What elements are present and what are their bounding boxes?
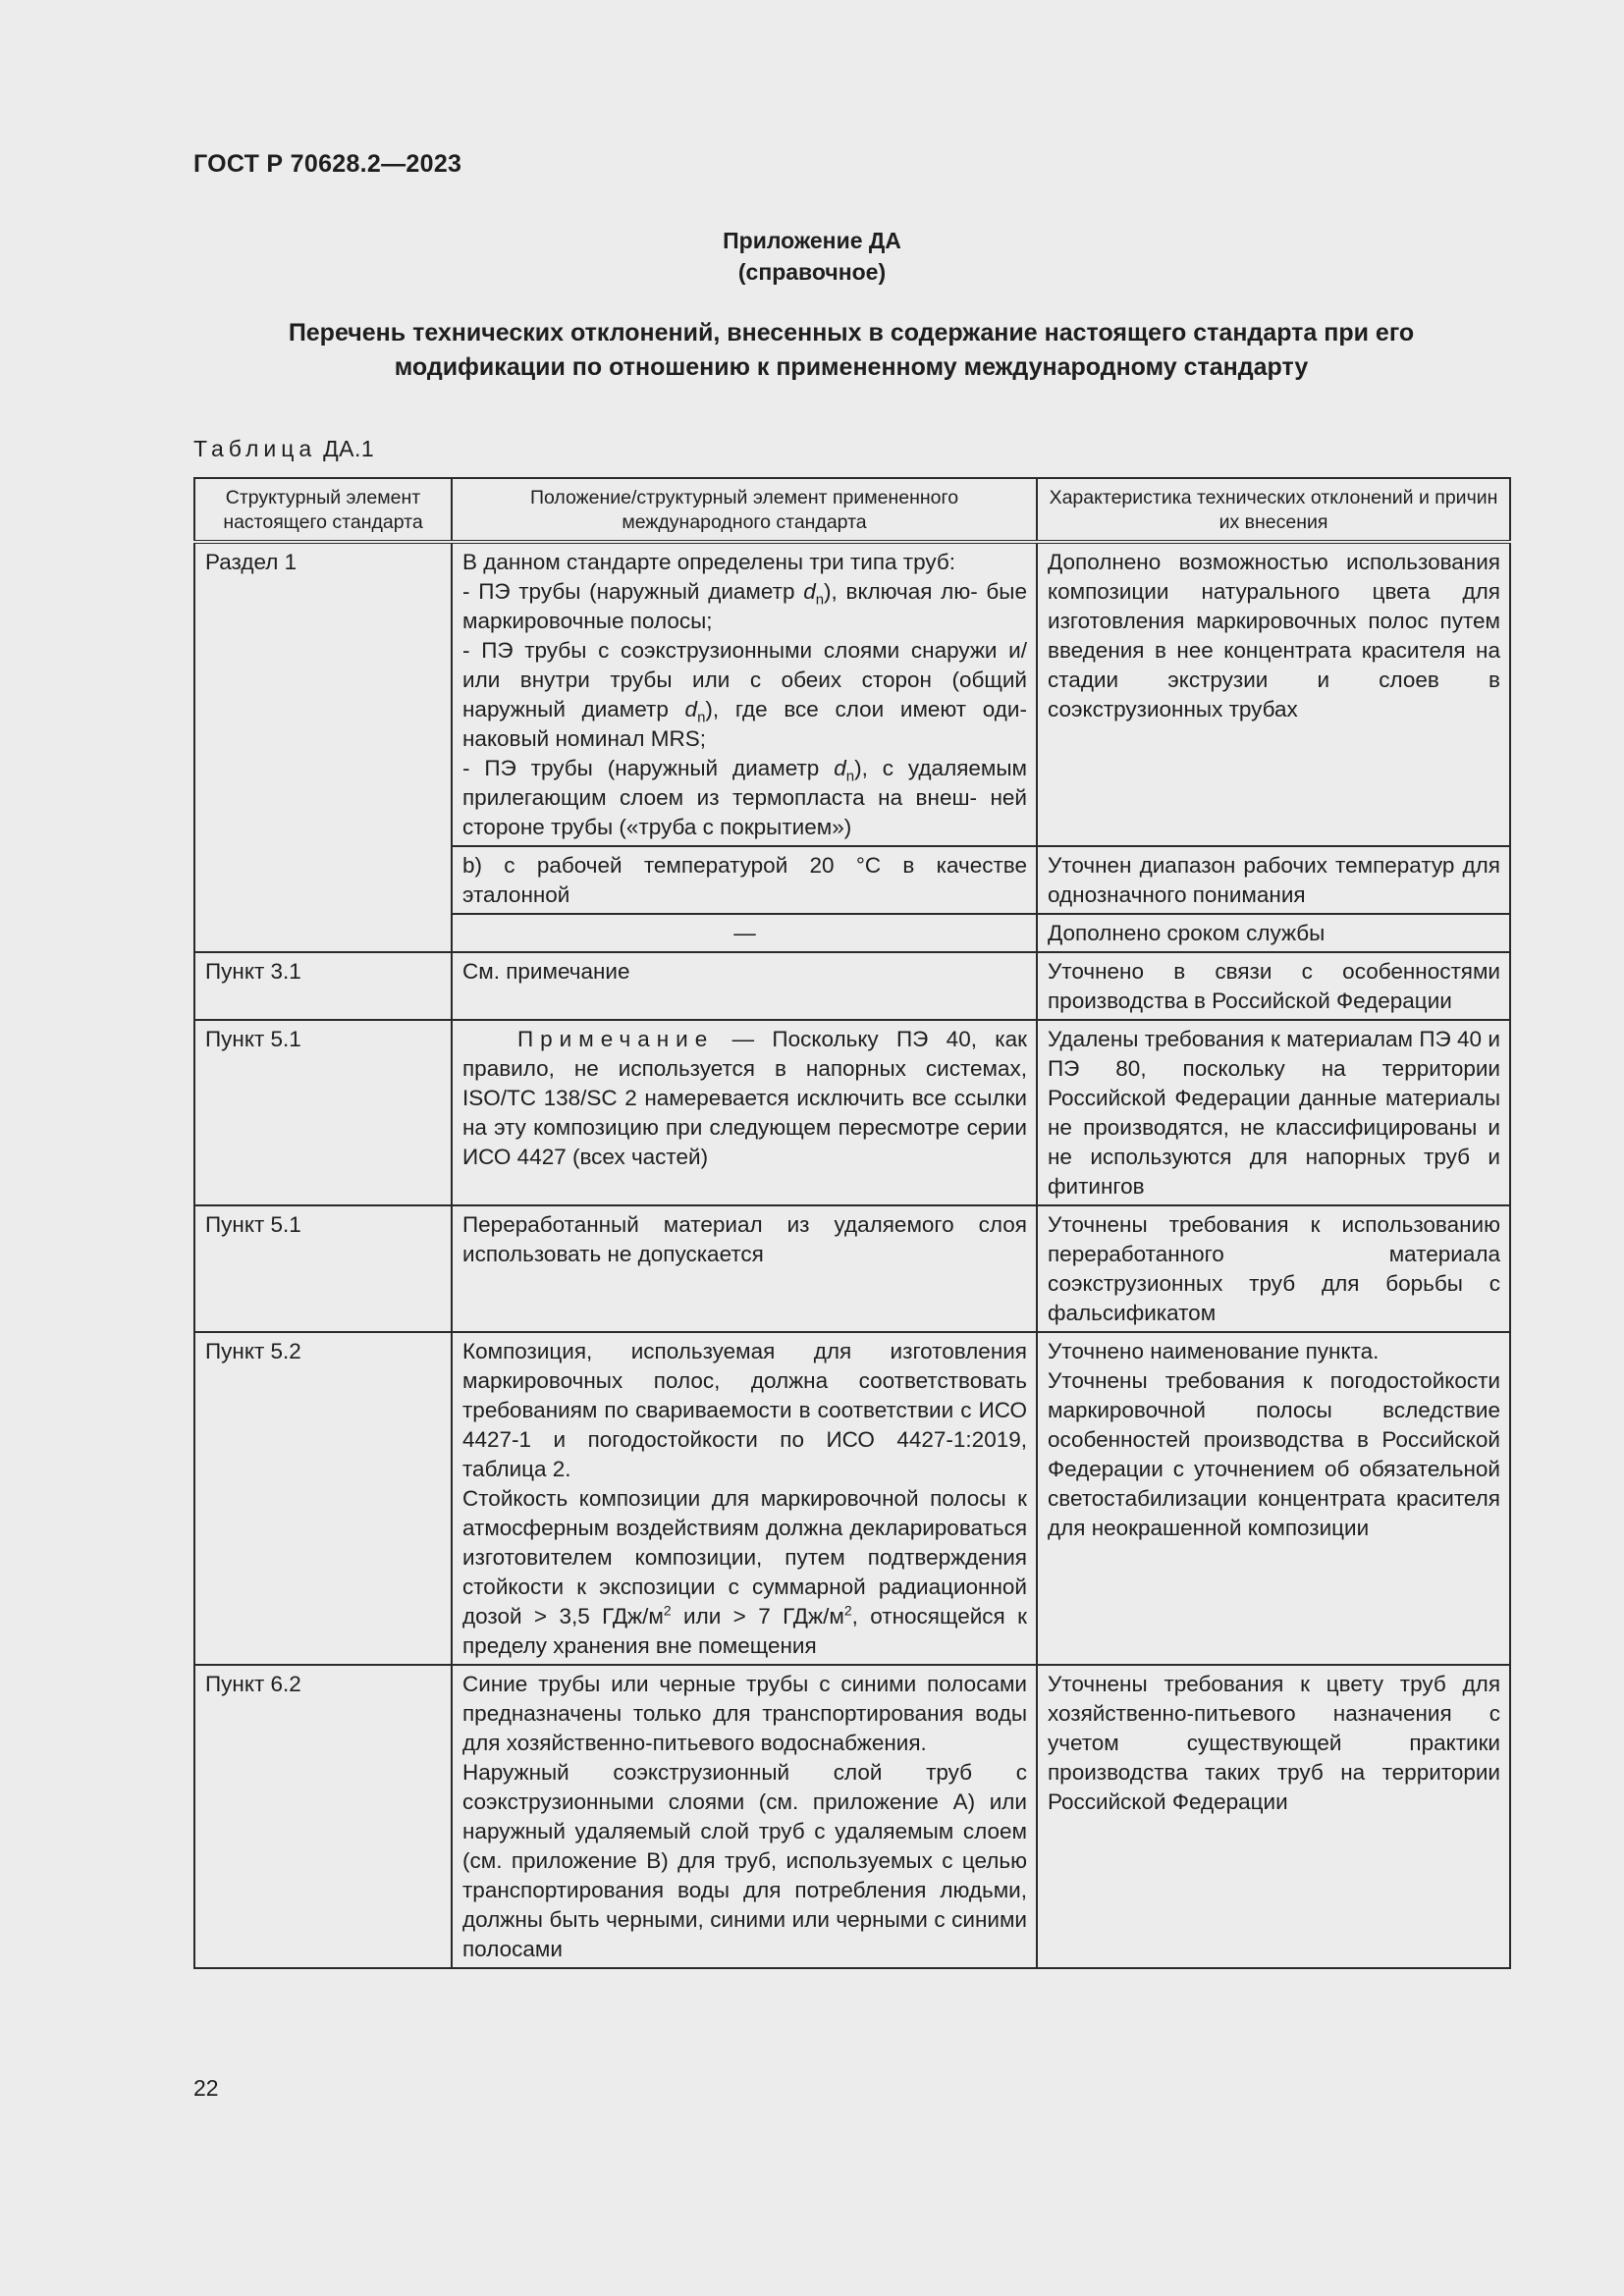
cell-deviation: Уточнены требования к использованию переработанного материала соэкструзионных труб для борьбы с фальсификатом xyxy=(1037,1205,1510,1332)
cell-position: Примечание — Поскольку ПЭ 40, как правило, не используется в напорных системах, ISO/TC 138/SC 2 намеревается исключить все ссылки на эту композицию при следующем пересмотре серии ИСО 4427 (всех частей) xyxy=(452,1020,1037,1205)
list-title xyxy=(193,316,1509,385)
list-title-line-1: Перечень технических отклонений, внесенных в содержание настоящего стандарта при его xyxy=(288,319,1415,347)
cell-position: В данном стандарте определены три типа труб: - ПЭ трубы (наружный диаметр $d_n$), включая лю- бые маркировочные полосы; - ПЭ трубы с соэкструзионными слоями снаружи и/или внутри трубы или с обеих сторон (общий наружный диаметр $d_n$), где все слои имеют оди- наковый номинал MRS; - ПЭ трубы (наружный диаметр $d_n$), с удаляемым прилегающим слоем из термопласта на внеш- ней стороне трубы («труба с покрытием») xyxy=(452,542,1037,846)
appendix-title: Приложение ДА xyxy=(723,228,901,253)
cell-element: Пункт 3.1 xyxy=(194,952,452,1020)
cell-element: Пункт 5.1 xyxy=(194,1205,452,1332)
cell-element: Пункт 5.2 xyxy=(194,1332,452,1665)
table-label-id: ДА.1 xyxy=(323,436,375,461)
document-code: ГОСТ Р 70628.2—2023 xyxy=(193,150,462,178)
table-row xyxy=(194,1020,1510,1205)
cell-element: Раздел 1 xyxy=(194,542,452,952)
table-label xyxy=(193,436,374,462)
cell-element: Пункт 6.2 xyxy=(194,1665,452,1968)
note-label: Примечание xyxy=(517,1027,715,1051)
cell-deviation: Дополнено сроком службы xyxy=(1037,914,1510,952)
cell-position: Переработанный материал из удаляемого слоя использовать не допускается xyxy=(452,1205,1037,1332)
list-title-line-2: модификации по отношению к примененному международному стандарту xyxy=(394,353,1309,381)
page-number: 22 xyxy=(193,2075,219,2101)
table-row xyxy=(194,1205,1510,1332)
cell-position: — xyxy=(452,914,1037,952)
table-label-word: Таблица xyxy=(193,436,317,461)
cell-position: См. примечание xyxy=(452,952,1037,1020)
table-row xyxy=(194,952,1510,1020)
cell-deviation: Удалены требования к материалам ПЭ 40 и ПЭ 80, поскольку на территории Российской Федерации данные материалы не производятся, не классифицированы и не используются для напорных труб и фитингов xyxy=(1037,1020,1510,1205)
cell-deviation: Уточнен диапазон рабочих температур для однозначного понимания xyxy=(1037,846,1510,914)
table-row xyxy=(194,1332,1510,1665)
table-row xyxy=(194,542,1510,846)
header-structural-element: Структурный элемент настоящего стандарта xyxy=(194,478,452,542)
cell-position: Композиция, используемая для изготовления маркировочных полос, должна соответствовать требованиям по свариваемости в соответствии с ИСО 4427-1 и погодостойкости по ИСО 4427-1:2019, таблица 2. Стойкость композиции для маркировочной полосы к атмосферным воздействиям должна декларироваться изготовителем композиции, путем подтверждения стойкости к экспозиции с суммарной радиационной дозой > 3,5 ГДж/$м^2$ или > 7 ГДж/$м^2$, относящейся к пределу хранения вне помещения xyxy=(452,1332,1037,1665)
cell-deviation: Дополнено возможностью использования композиции натурального цвета для изготовления маркировочных полос путем введения в нее концентрата красителя на стадии экструзии и слоев в соэкструзионных трубах xyxy=(1037,542,1510,846)
appendix-heading xyxy=(0,225,1624,288)
deviations-table xyxy=(193,477,1511,1969)
header-deviation-description: Характеристика технических отклонений и причин их внесения xyxy=(1037,478,1510,542)
cell-position: b) с рабочей температурой 20 °C в качестве эталонной xyxy=(452,846,1037,914)
appendix-subtitle: (справочное) xyxy=(737,259,887,285)
header-international-position: Положение/структурный элемент примененного международного стандарта xyxy=(452,478,1037,542)
cell-position: Синие трубы или черные трубы с синими полосами предназначены только для транспортирования воды для хозяйственно-питьевого водоснабжения. Наружный соэкструзионный слой труб с соэкструзионными слоями (см. приложение А) или наружный удаляемый слой труб с удаляемым слоем (см. приложение В) для труб, используемых с целью транспортирования воды для потребления людьми, должны быть черными, синими или черными с синими полосами xyxy=(452,1665,1037,1968)
cell-deviation: Уточнены требования к цвету труб для хозяйственно-питьевого назначения с учетом существующей практики производства таких труб на территории Российской Федерации xyxy=(1037,1665,1510,1968)
table-row xyxy=(194,1665,1510,1968)
cell-deviation: Уточнено наименование пункта. Уточнены требования к погодостойкости маркировочной полосы вследствие особенностей производства в Российской Федерации с уточнением об обязательной светостабилизации концентрата красителя для неокрашенной композиции xyxy=(1037,1332,1510,1665)
table-header-row xyxy=(194,478,1510,542)
cell-element: Пункт 5.1 xyxy=(194,1020,452,1205)
cell-deviation: Уточнено в связи с особенностями производства в Российской Федерации xyxy=(1037,952,1510,1020)
